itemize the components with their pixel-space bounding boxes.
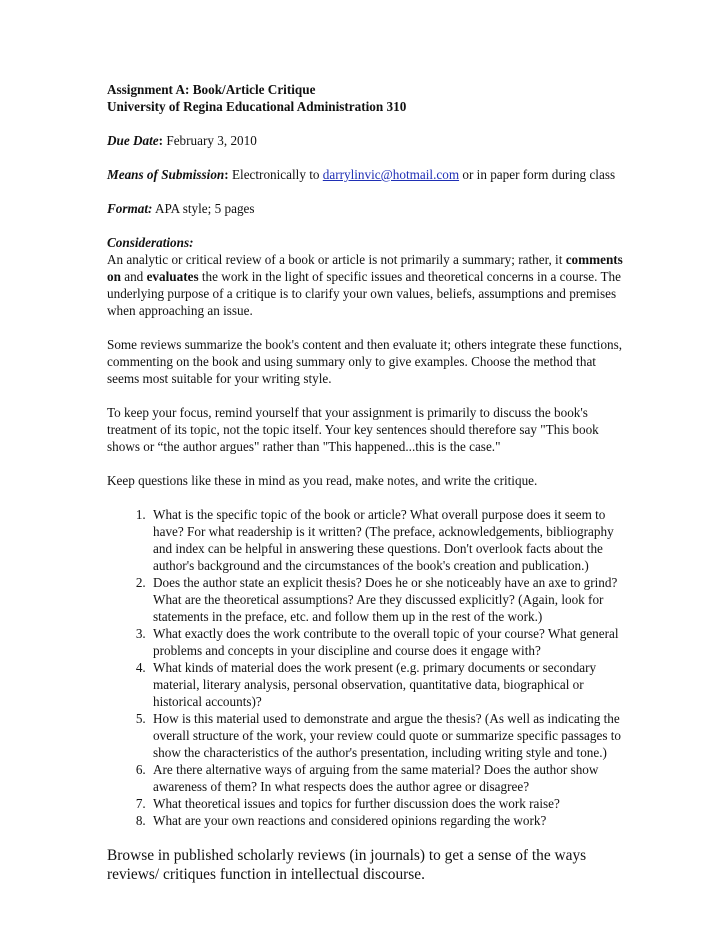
- comments-on-bold: comments on: [107, 252, 623, 284]
- questions-list: [107, 506, 627, 829]
- spacer: [107, 183, 627, 200]
- considerations-paragraph-3: To keep your focus, remind yourself that your assignment is primarily to discuss the book's treatment of its topic, not the topic itself. Your key sentences should therefore say "This book shows or “the author argues" rather than "This happened...this is the case.": [107, 405, 599, 454]
- considerations-section: [107, 234, 627, 319]
- question-item: 5. How is this material used to demonstrate and argue the thesis? (As well as indicating the overall structure of the work, your review could quote or summarize specific passages to show the characteristics of the author's presentation, including writing style and tone.): [149, 710, 627, 761]
- due-date-line: [107, 132, 627, 149]
- due-date-value: February 3, 2010: [163, 133, 257, 148]
- question-item: 8. What are your own reactions and considered opinions regarding the work?: [149, 812, 627, 829]
- email-link[interactable]: darrylinvic@hotmail.com: [322, 167, 460, 182]
- spacer: [107, 115, 627, 132]
- considerations-paragraph-1: [107, 251, 627, 319]
- considerations-text: An analytic or critical review of a book or article is not primarily a summary; rather, it: [107, 252, 566, 267]
- browse-paragraph: Browse in published scholarly reviews (in journals) to get a sense of the ways reviews/ critiques function in intellectual discourse.: [107, 847, 587, 883]
- question-item: 2. Does the author state an explicit thesis? Does he or she noticeably have an axe to grind? What are the theoretical assumptions? Are they discussed explicitly? (Again, look for statements in the preface, etc. and follow them up in the rest of the work.): [149, 574, 627, 625]
- spacer: [107, 455, 627, 472]
- question-item: 6. Are there alternative ways of arguing from the same material? Does the author show awareness of them? In what respects does the author agree or disagree?: [149, 761, 627, 795]
- format-value: APA style; 5 pages: [152, 201, 255, 216]
- submission-line: [107, 166, 627, 183]
- considerations-paragraph-4: Keep questions like these in mind as you read, make notes, and write the critique.: [107, 473, 538, 488]
- submission-label: Means of Submission: [107, 167, 225, 182]
- due-date-colon: :: [158, 133, 164, 148]
- spacer: [107, 149, 627, 166]
- question-item: 4. What kinds of material does the work present (e.g. primary documents or secondary material, literary analysis, personal observation, quantitative data, biographical or historical accounts)?: [149, 659, 627, 710]
- considerations-text: and: [120, 269, 147, 284]
- considerations-heading: Considerations:: [107, 235, 194, 250]
- question-item: 3. What exactly does the work contribute to the overall topic of your course? What general problems and concepts in your discipline and course does it engage with?: [149, 625, 627, 659]
- document-page: [107, 81, 627, 884]
- spacer: [107, 489, 627, 506]
- spacer: [107, 319, 627, 336]
- course-name: University of Regina Educational Administration 310: [107, 99, 407, 114]
- spacer: [107, 387, 627, 404]
- document-header: [107, 81, 627, 115]
- format-line: [107, 200, 627, 217]
- considerations-text: the work in the light of specific issues and theoretical concerns in a course. The underlying purpose of a critique is to clarify your own values, beliefs, assumptions and premises when approaching an issue.: [107, 269, 621, 318]
- question-item: 1. What is the specific topic of the book or article? What overall purpose does it seem to have? For what readership is it written? (The preface, acknowledgements, bibliography and index can be helpful in answering these questions. Don't overlook facts about the author's background and the circumstances of the book's creation and publication.): [149, 506, 627, 574]
- submission-colon: :: [224, 167, 229, 182]
- spacer: [107, 829, 627, 846]
- evaluates-bold: evaluates: [146, 269, 199, 284]
- due-date-label: Due Date: [107, 133, 159, 148]
- submission-text-after: or in paper form during class: [459, 167, 616, 182]
- submission-text-before: Electronically to: [228, 167, 323, 182]
- assignment-title: Assignment A: Book/Article Critique: [107, 82, 316, 97]
- spacer: [107, 217, 627, 234]
- considerations-paragraph-2: Some reviews summarize the book's content and then evaluate it; others integrate these functions, commenting on the book and using summary only to give examples. Choose the method that seems most suitable for your writing style.: [107, 337, 623, 386]
- question-item: 7. What theoretical issues and topics for further discussion does the work raise?: [149, 795, 627, 812]
- format-label: Format:: [107, 201, 153, 216]
